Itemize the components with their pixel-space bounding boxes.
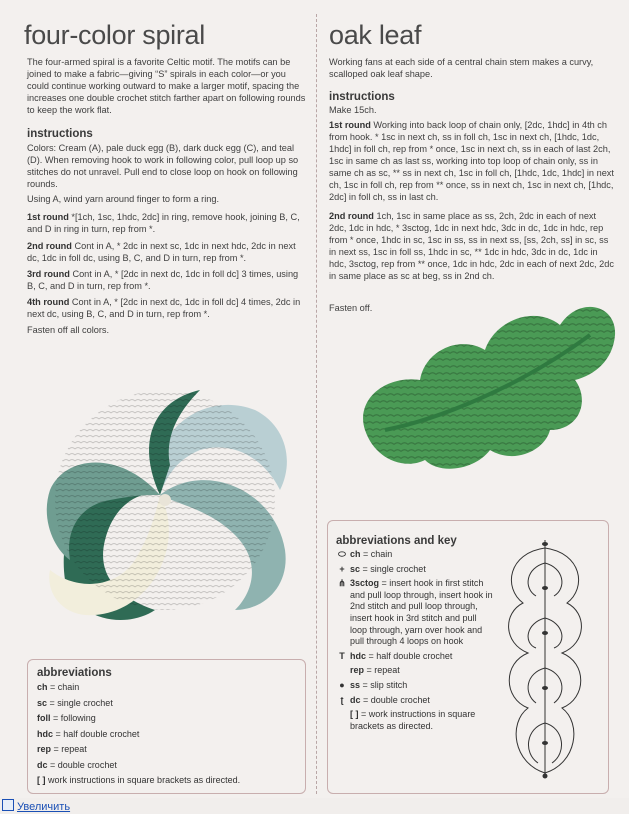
right-round-1 bbox=[329, 119, 614, 203]
key-item-ch: ⬭ ch = chain bbox=[336, 549, 496, 561]
left-wind: Using A, wind yarn around finger to form a ring. bbox=[27, 194, 220, 204]
left-instructions-heading: instructions bbox=[27, 128, 93, 140]
abbr-item: ch = chain bbox=[37, 682, 80, 692]
right-round-2 bbox=[329, 210, 614, 282]
round-label: 4th round bbox=[27, 297, 70, 307]
right-make: Make 15ch. bbox=[329, 105, 377, 115]
left-round-2 bbox=[27, 240, 307, 264]
abbr-item: foll = following bbox=[37, 713, 96, 723]
key-list bbox=[336, 549, 496, 735]
round-text: Cont in A, * 2dc in next sc, 1dc in next hdc, 2dc in next dc, 1dc in foll dc, using B, C, and D in turn, rep from *. bbox=[27, 241, 296, 263]
abbr-item: dc = double crochet bbox=[37, 759, 117, 770]
key-item-ss: ● ss = slip stitch bbox=[336, 680, 496, 692]
left-fasten: Fasten off all colors. bbox=[27, 325, 110, 335]
abbr-item: hdc = half double crochet bbox=[37, 728, 140, 739]
key-item-dc: ʈ dc = double crochet bbox=[336, 695, 496, 707]
chain-icon: ⬭ bbox=[338, 549, 346, 559]
key-item-brackets: [ ] = work instructions in square brackets as directed. bbox=[350, 709, 476, 731]
slip-stitch-icon: ● bbox=[339, 679, 345, 690]
round-text: Cont in A, * [2dc in next dc, 1dc in foll dc] 4 times, 2dc in next dc, using B, C, and D in turn, rep from *. bbox=[27, 297, 301, 319]
round-label: 2nd round bbox=[27, 241, 72, 251]
round-label: 1st round bbox=[329, 120, 371, 130]
key-item-rep: rep = repeat bbox=[350, 665, 400, 676]
round-text: 1ch, 1sc in same place as ss, 2ch, 2dc in each of next 2dc, 1dc in hdc, * 3sctog, 1dc in next hdc, 3dc in dc, 1dc in hdc, rep from * once, 1hdc in sc, 1sc in ss, ss in next ss, [ss, 2ch, ss] in sc, ss in next ss, 1sc in foll ss, 1hdc in sc, ** 1dc in hdc, 3dc in dc, 1dc in hdc, 3sctog, rep from ** once, 1dc in hdc, 2dc in each of next 2dc, 2dc in same place as sc at beg, ss in 2nd ch. bbox=[329, 211, 614, 281]
column-divider bbox=[316, 14, 318, 794]
sctog-icon: ⋔ bbox=[338, 578, 346, 589]
footer-bar bbox=[0, 799, 70, 814]
left-colors: Colors: Cream (A), pale duck egg (B), dark duck egg (C), and teal (D). When removing hook to work in following color, pull loop up so stitches do not unravel. Pull end to close loop on hook on following rounds. bbox=[27, 143, 299, 189]
left-round-3 bbox=[27, 268, 307, 292]
zoom-icon[interactable] bbox=[2, 799, 14, 811]
round-text: *[1ch, 1sc, 1hdc, 2dc] in ring, remove hook, joining B, C, and D in ring in turn, rep from *. bbox=[27, 212, 300, 234]
right-fasten: Fasten off. bbox=[329, 303, 373, 313]
round-label: 2nd round bbox=[329, 211, 374, 221]
left-round-1 bbox=[27, 211, 307, 235]
abbreviations-heading: abbreviations bbox=[37, 667, 112, 679]
abbreviations-list bbox=[37, 680, 299, 789]
single-crochet-icon: + bbox=[339, 563, 345, 574]
abbr-item: [ ] work instructions in square brackets as directed. bbox=[37, 775, 241, 785]
round-label: 1st round bbox=[27, 212, 69, 222]
left-round-4 bbox=[27, 296, 307, 320]
double-crochet-icon: ʈ bbox=[340, 694, 344, 705]
key-item-sc: + sc = single crochet bbox=[336, 564, 496, 576]
right-title: oak leaf bbox=[329, 20, 422, 50]
round-label: 3rd round bbox=[27, 269, 70, 279]
abbr-item: rep = repeat bbox=[37, 744, 87, 754]
half-double-crochet-icon: T bbox=[339, 650, 345, 661]
right-intro: Working fans at each side of a central chain stem makes a curvy, scalloped oak leaf shape. bbox=[329, 57, 594, 79]
round-text: Working into back loop of chain only, [2dc, 1hdc] in 4th ch from hook. * 1sc in next ch, ss in foll ch, 1sc in next ch, [1hdc, 1dc, 1hdc] in foll ch, rep from * once, 1sc in next ch, ss in each of last 2ch, 1sc in same ch as last ss, working into top loop of chain only, ss in same ch as sc, ** ss in next ch, 1sc in foll ch, [1hdc, 1dc, 1hdc] in next ch, 1sc in foll ch, rep from ** once, ss in next ch, 1sc in next ch, [1hdc, 2dc] in foll ch, ss in last ch. bbox=[329, 120, 614, 202]
left-intro: The four-armed spiral is a favorite Celtic motif. The motifs can be joined to make a fabric—giving “S” spirals in each color—or you could continue working outward to make a larger motif, spacing the increases one double crochet stitch farther apart on following rounds to keep the work flat. bbox=[27, 57, 306, 115]
round-text: Cont in A, * [2dc in next dc, 1dc in foll dc] 3 times, using B, C, and D in turn, rep from *. bbox=[27, 269, 299, 291]
oak-leaf-chart-diagram bbox=[488, 528, 603, 788]
left-title: four-color spiral bbox=[24, 20, 205, 50]
spiral-motif-photo bbox=[15, 365, 295, 635]
key-item-3sctog: ⋔ 3sctog = insert hook in first stitch and pull loop through, insert hook in 2nd stitch and pull loop through, insert hook in 3rd stitch and pull loop through, yarn over hook and pull through 4 loops on hook bbox=[336, 578, 496, 648]
abbr-item: sc = single crochet bbox=[37, 697, 113, 708]
key-item-hdc: T hdc = half double crochet bbox=[336, 651, 496, 663]
right-instructions-heading: instructions bbox=[329, 91, 395, 103]
enlarge-link[interactable]: Увеличить bbox=[17, 801, 71, 813]
oak-leaf-photo bbox=[345, 280, 620, 480]
key-heading: abbreviations and key bbox=[336, 535, 457, 547]
